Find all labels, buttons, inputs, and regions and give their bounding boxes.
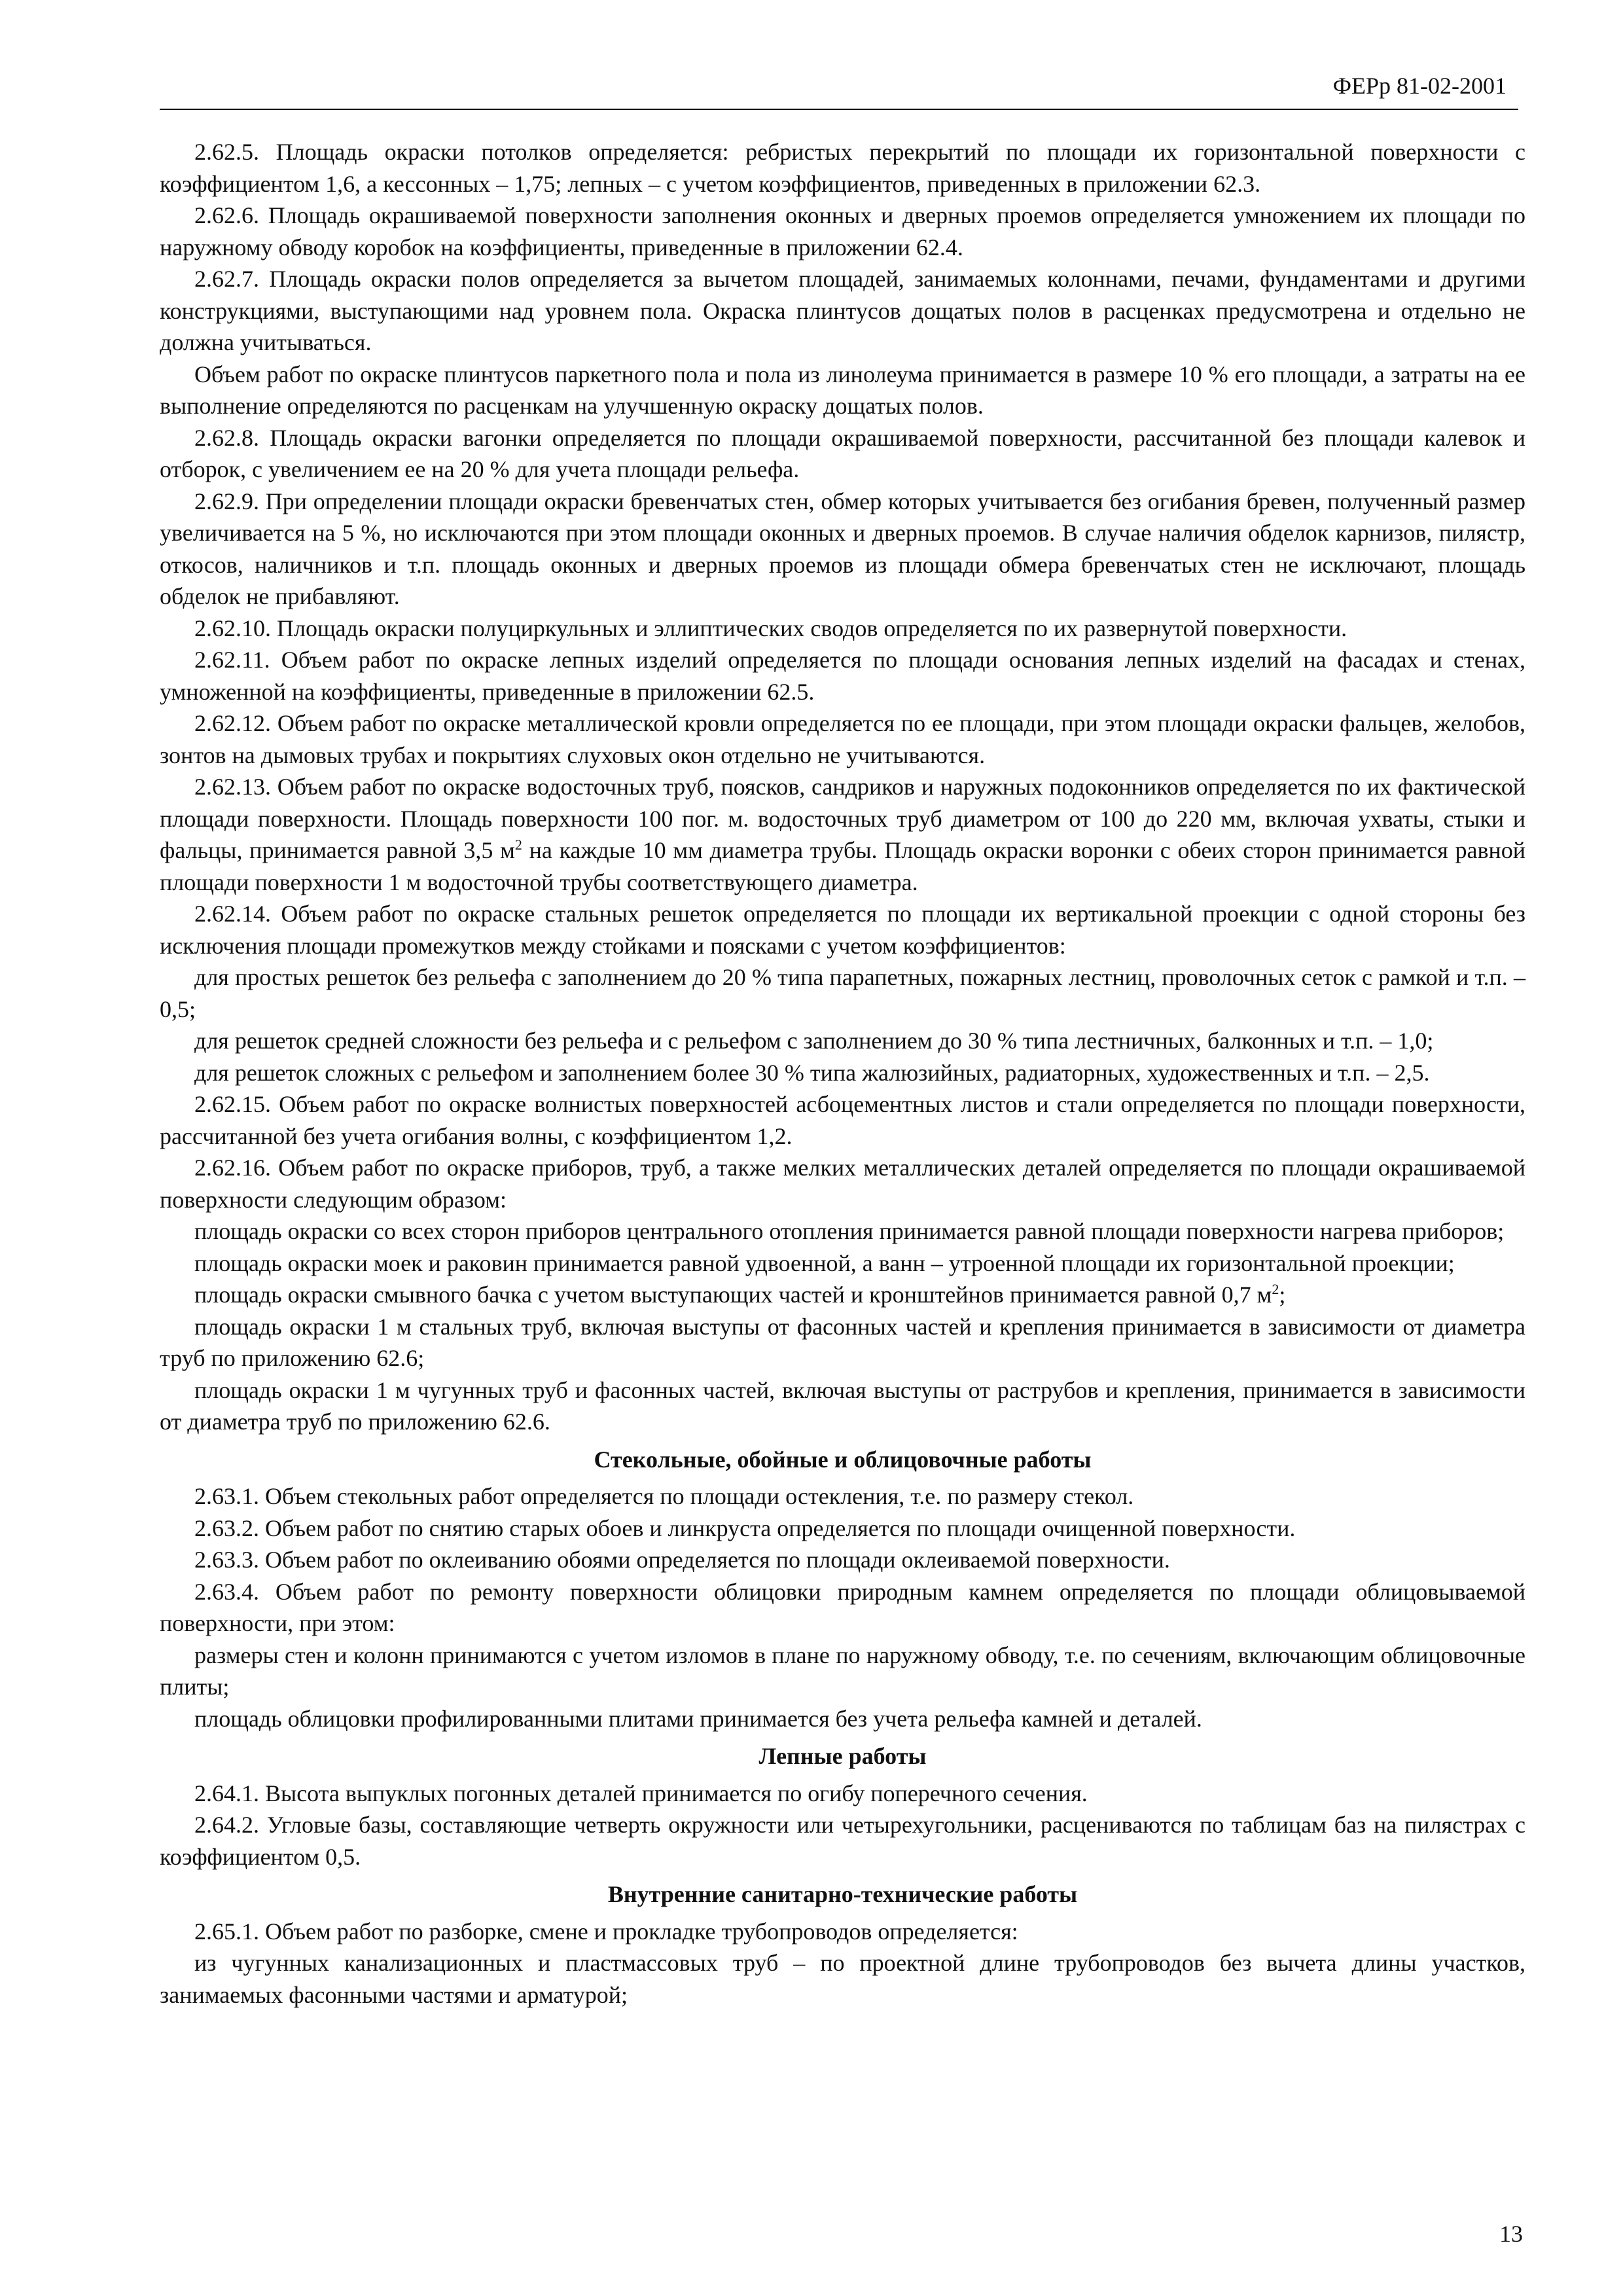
paragraph-part: 2.62.13. Объем работ по окраске водосточных труб, поясков, сандриков и наружных подоконников определяется по их фактической площади поверхности. Площадь поверхности 100 пог. м. водосточных труб диаметром от 100 до 220 мм, включая ухваты, стыки и фальцы, принимается равной 3,5 м <box>160 774 1525 863</box>
paragraph: площадь окраски 1 м стальных труб, включая выступы от фасонных частей и крепления принимается в зависимости от диаметра труб по приложению 62.6; <box>160 1313 1525 1371</box>
paragraph: 2.63.2. Объем работ по снятию старых обоев и линкруста определяется по площади очищенной поверхности. <box>194 1515 1296 1541</box>
paragraph: 2.62.7. Площадь окраски полов определяется за вычетом площадей, занимаемых колоннами, печами, фундаментами и другими конструкциями, выступающими над уровнем пола. Окраска плинтусов дощатых полов в расценках предусмотрена и отдельно не должна учитываться. <box>160 266 1525 355</box>
paragraph: для решеток сложных с рельефом и заполнением более 30 % типа жалюзийных, радиаторных, художественных и т.п. – 2,5. <box>194 1059 1430 1086</box>
paragraph: 2.62.10. Площадь окраски полуциркульных и эллиптических сводов определяется по их развернутой поверхности. <box>194 615 1347 641</box>
document-code: ФЕРр 81-02-2001 <box>1332 73 1507 99</box>
paragraph: 2.62.12. Объем работ по окраске металлической кровли определяется по ее площади, при этом площади окраски фальцев, желобов, зонтов на дымовых трубах и покрытиях слуховых окон отдельно не учитываются. <box>160 710 1525 768</box>
paragraph: 2.63.4. Объем работ по ремонту поверхности облицовки природным камнем определяется по площади облицовываемой поверхности, при этом: <box>160 1578 1525 1636</box>
paragraph: для простых решеток без рельефа с заполнением до 20 % типа парапетных, пожарных лестниц, проволочных сеток с рамкой и т.п. – 0,5; <box>160 964 1525 1022</box>
paragraph: 2.62.14. Объем работ по окраске стальных решеток определяется по площади их вертикальной проекции с одной стороны без исключения площади промежутков между стойками и поясками с учетом коэффициентов: <box>160 901 1525 959</box>
paragraph: 2.62.15. Объем работ по окраске волнистых поверхностей асбоцементных листов и стали определяется по площади поверхности, рассчитанной без учета огибания волны, с коэффициентом 1,2. <box>160 1091 1525 1149</box>
page-header <box>160 65 1518 110</box>
paragraph: 2.64.2. Угловые базы, составляющие четверть окружности или четырехугольники, расцениваются по таблицам баз на пилястрах с коэффициентом 0,5. <box>160 1812 1525 1870</box>
paragraph: 2.64.1. Высота выпуклых погонных деталей принимается по огибу поперечного сечения. <box>194 1780 1088 1806</box>
paragraph: из чугунных канализационных и пластмассовых труб – по проектной длине трубопроводов без вычета длины участков, занимаемых фасонными частями и арматурой; <box>160 1950 1525 2008</box>
paragraph: 2.63.1. Объем стекольных работ определяется по площади остекления, т.е. по размеру стекол. <box>194 1483 1134 1509</box>
paragraph: для решеток средней сложности без рельефа и с рельефом с заполнением до 30 % типа лестничных, балконных и т.п. – 1,0; <box>194 1028 1434 1054</box>
paragraph: площадь окраски моек и раковин принимается равной удвоенной, а ванн – утроенной площади их горизонтальной проекции; <box>194 1249 1455 1276</box>
paragraph: 2.62.5. Площадь окраски потолков определяется: ребристых перекрытий по площади их горизонтальной поверхности с коэффициентом 1,6, а кессонных – 1,75; лепных – с учетом коэффициентов, приведенных в приложении 62.3. <box>160 139 1525 197</box>
paragraph: 2.62.16. Объем работ по окраске приборов, труб, а также мелких металлических деталей определяется по площади окрашиваемой поверхности следующим образом: <box>160 1155 1525 1213</box>
paragraph: 2.65.1. Объем работ по разборке, смене и прокладке трубопроводов определяется: <box>194 1918 1018 1945</box>
paragraph: 2.62.9. При определении площади окраски бревенчатых стен, обмер которых учитывается без огибания бревен, полученный размер увеличивается на 5 %, но исключаются при этом площади оконных и дверных проемов. В случае наличия обделок карнизов, пилястр, откосов, наличников и т.п. площадь оконных и дверных проемов из площади обмера бревенчатых стен не исключают, площадь обделок не прибавляют. <box>160 488 1525 609</box>
paragraph-part: площадь окраски смывного бачка с учетом выступающих частей и кронштейнов принимается равной 0,7 м <box>194 1282 1272 1308</box>
paragraph-part: на каждые 10 мм диаметра трубы. Площадь окраски воронки с обеих сторон принимается равной площади поверхности 1 м водосточной трубы соответствующего диаметра. <box>160 837 1525 895</box>
section-heading-glass-works: Стекольные, обойные и облицовочные работы <box>594 1446 1092 1473</box>
superscript: 2 <box>514 836 522 853</box>
paragraph: площадь облицовки профилированными плитами принимается без учета рельефа камней и деталей. <box>194 1705 1202 1732</box>
paragraph-part: ; <box>1279 1282 1286 1308</box>
paragraph: 2.63.3. Объем работ по оклеиванию обоями определяется по площади оклеиваемой поверхности. <box>194 1547 1170 1573</box>
document-body <box>160 136 1525 2011</box>
paragraph: 2.62.6. Площадь окрашиваемой поверхности заполнения оконных и дверных проемов определяется умножением их площади по наружному обводу коробок на коэффициенты, приведенные в приложении 62.4. <box>160 202 1525 260</box>
paragraph: размеры стен и колонн принимаются с учетом изломов в плане по наружному обводу, т.е. по сечениям, включающим облицовочные плиты; <box>160 1641 1525 1700</box>
paragraph: Объем работ по окраске плинтусов паркетного пола и пола из линолеума принимается в размере 10 % его площади, а затраты на ее выполнение определяются по расценкам на улучшенную окраску дощатых полов. <box>160 361 1525 419</box>
paragraph-drainpipes <box>160 771 1525 898</box>
paragraph: площадь окраски со всех сторон приборов центрального отопления принимается равной площади поверхности нагрева приборов; <box>194 1218 1505 1244</box>
paragraph: 2.62.8. Площадь окраски вагонки определяется по площади окрашиваемой поверхности, рассчитанной без площади калевок и отборок, с увеличением ее на 20 % для учета площади рельефа. <box>160 424 1525 482</box>
paragraph-tank <box>160 1279 1525 1311</box>
section-heading-sanitary-works: Внутренние санитарно-технические работы <box>607 1881 1078 1907</box>
superscript: 2 <box>1272 1281 1279 1297</box>
page-number: 13 <box>1499 2221 1523 2247</box>
paragraph: площадь окраски 1 м чугунных труб и фасонных частей, включая выступы от раструбов и крепления, принимается в зависимости от диаметра труб по приложению 62.6. <box>160 1376 1525 1435</box>
paragraph: 2.62.11. Объем работ по окраске лепных изделий определяется по площади основания лепных изделий на фасадах и стенах, умноженной на коэффициенты, приведенные в приложении 62.5. <box>160 647 1525 705</box>
section-heading-stucco-works: Лепные работы <box>758 1743 927 1769</box>
